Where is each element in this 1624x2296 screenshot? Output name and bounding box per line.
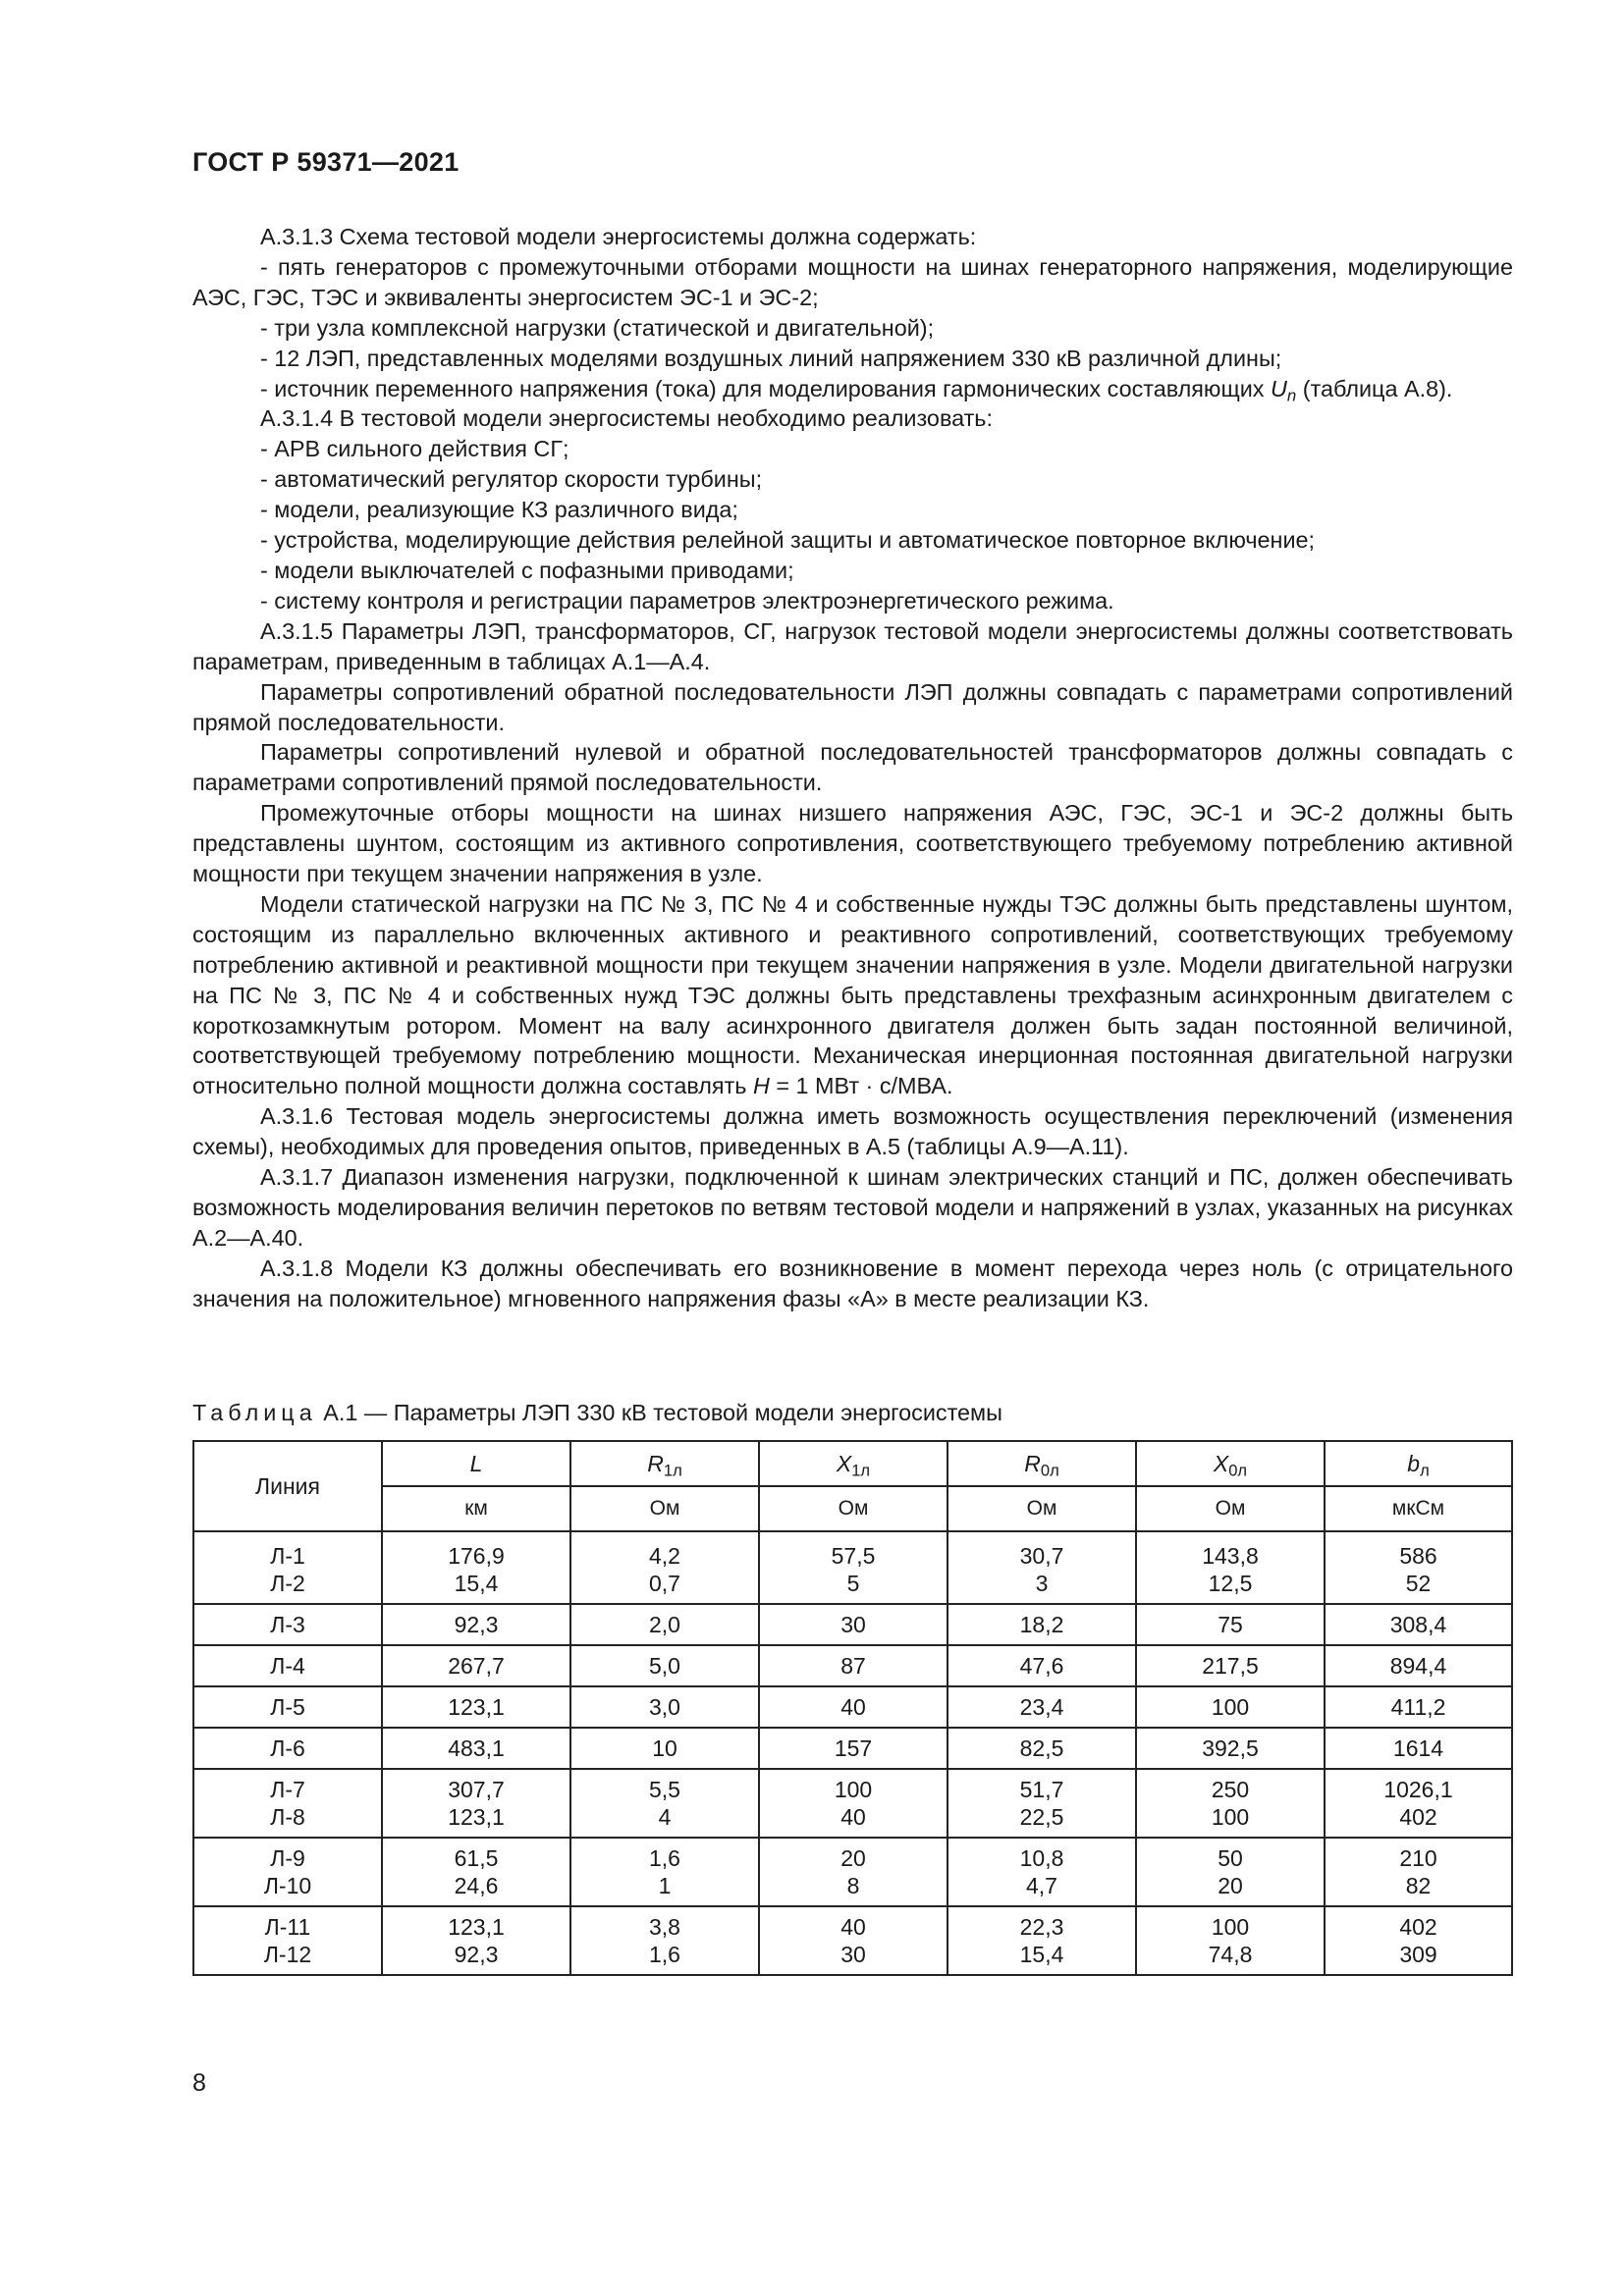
value: 100: [1211, 1804, 1250, 1830]
value: 100: [1211, 1914, 1250, 1940]
cell-value: [947, 1769, 1136, 1838]
line-parameters-table: [192, 1440, 1513, 1976]
cell-value: [1325, 1838, 1512, 1906]
value: 74,8: [1208, 1942, 1253, 1967]
cell-value: [382, 1686, 570, 1728]
value: 24,6: [454, 1873, 499, 1898]
value: 50: [1218, 1845, 1243, 1871]
value: 123,1: [448, 1804, 505, 1830]
cell-value: [1325, 1728, 1512, 1769]
table-caption-word: Таблица: [192, 1400, 317, 1425]
line-name: Л-10: [263, 1873, 312, 1898]
value: 176,9: [448, 1543, 505, 1569]
value: 40: [840, 1914, 866, 1940]
cell-value: [1325, 1645, 1512, 1686]
value: 20: [1218, 1873, 1243, 1898]
cell-line-name: [193, 1728, 382, 1769]
value: 92,3: [454, 1942, 499, 1967]
paragraph-a317: А.3.1.7 Диапазон изменения нагрузки, подключенной к шинам электрических станций и ПС, должен обеспечивать возможность моделирования величин перетоков по ветвям тестовой модели и напряжений в узлах, указанных на рисунках А.2—А.40.: [192, 1164, 1513, 1251]
list-item-text: - источник переменного напряжения (тока) для моделирования гармонических составляющих: [260, 375, 1265, 401]
cell-value: [1136, 1531, 1325, 1604]
cell-value: [382, 1645, 570, 1686]
cell-value: [1136, 1769, 1325, 1838]
paragraph-a316: А.3.1.6 Тестовая модель энергосистемы должна иметь возможность осуществления переключений (изменения схемы), необходимых для проведения опытов, приведенных в А.5 (таблицы А.9—А.11).: [192, 1103, 1513, 1160]
value: 217,5: [1202, 1653, 1259, 1679]
value: 15,4: [454, 1571, 499, 1596]
cell-value: [947, 1645, 1136, 1686]
line-name: Л-8: [270, 1804, 305, 1830]
value: 3,8: [649, 1914, 680, 1940]
cell-line-name: [193, 1645, 382, 1686]
page-number: 8: [192, 2069, 206, 2097]
value: 82: [1405, 1873, 1432, 1898]
value: 61,5: [454, 1845, 499, 1871]
value: 22,5: [1019, 1804, 1064, 1830]
cell-value: [382, 1769, 570, 1838]
value: 0,7: [649, 1571, 680, 1596]
value: 40: [840, 1694, 866, 1720]
value: 1: [658, 1873, 672, 1898]
value: 22,3: [1019, 1914, 1064, 1940]
cell-value: [570, 1686, 759, 1728]
value: 411,2: [1390, 1694, 1446, 1720]
cell-value: [382, 1728, 570, 1769]
value: 12,5: [1208, 1571, 1253, 1596]
cell-value: [947, 1531, 1136, 1604]
column-unit: Ом: [1136, 1486, 1325, 1531]
table-row: [193, 1604, 1512, 1645]
value: 23,4: [1019, 1694, 1064, 1720]
table-units-row: [193, 1486, 1512, 1531]
cell-line-name: [193, 1686, 382, 1728]
value: 5: [846, 1571, 860, 1596]
line-name: Л-9: [270, 1845, 305, 1871]
value: 20: [840, 1845, 866, 1871]
list-item: - пять генераторов с промежуточными отборами мощности на шинах генераторного напряжения, моделирующие АЭС, ГЭС, ТЭС и эквиваленты энергосистем ЭС-1 и ЭС-2;: [192, 253, 1513, 310]
value: 483,1: [448, 1735, 505, 1761]
value: 157: [834, 1735, 873, 1761]
value: 586: [1399, 1543, 1437, 1569]
value: 4,2: [649, 1543, 680, 1569]
value: 8: [846, 1873, 860, 1898]
variable-subscript: n: [1286, 386, 1297, 405]
line-name: Л-11: [264, 1914, 311, 1940]
value: 210: [1399, 1845, 1437, 1871]
value: 392,5: [1202, 1735, 1259, 1761]
value: 4,7: [1026, 1873, 1057, 1898]
table-header-row: [193, 1441, 1512, 1486]
cell-value: [1325, 1686, 1512, 1728]
table-row: [193, 1531, 1512, 1604]
cell-value: [1136, 1906, 1325, 1975]
cell-line-name: [193, 1604, 382, 1645]
list-item: - модели выключателей с пофазными приводами;: [260, 557, 794, 583]
value: 47,6: [1019, 1653, 1064, 1679]
cell-value: [1136, 1645, 1325, 1686]
cell-value: [759, 1769, 947, 1838]
paragraph-loads: [192, 889, 1513, 1101]
list-item: - три узла комплексной нагрузки (статической и двигательной);: [260, 314, 935, 341]
table-row: [193, 1906, 1512, 1975]
cell-value: [947, 1686, 1136, 1728]
cell-value: [947, 1838, 1136, 1906]
cell-line-name: [193, 1906, 382, 1975]
cell-line-name: [193, 1838, 382, 1906]
cell-value: [1136, 1728, 1325, 1769]
paragraph: Параметры сопротивлений обратной последовательности ЛЭП должны совпадать с параметрами сопротивлений прямой последовательности.: [192, 678, 1513, 735]
column-header-line: Линия: [193, 1441, 382, 1531]
paragraph-text: Модели статической нагрузки на ПС № 3, ПС № 4 и собственные нужды ТЭС должны быть представлены шунтом, состоящим из параллельно включенных активного и реактивного сопротивлений, соответствующих требуемому потреблению активной и реактивной мощности при текущем значении напряжения в узле. Модели двигательной нагрузки на ПС № 3, ПС № 4 и собственных нужд ТЭС должны быть представлены трехфазным асинхронным двигателем с короткозамкнутым ротором. Момент на валу асинхронного двигателя должен быть задан постоянной величиной, соответствующей требуемому потреблению мощности. Механическая инерционная постоянная двигательной нагрузки относительно полной мощности должна составлять: [192, 890, 1513, 1099]
cell-value: [570, 1838, 759, 1906]
value: 307,7: [448, 1777, 505, 1802]
cell-line-name: [193, 1769, 382, 1838]
paragraph: Промежуточные отборы мощности на шинах низшего напряжения АЭС, ГЭС, ЭС-1 и ЭС-2 должны быть представлены шунтом, состоящим из активного сопротивления, соответствующего требуемому потреблению активной мощности при текущем значении напряжения в узле.: [192, 800, 1513, 887]
value: 100: [1211, 1694, 1250, 1720]
value: 57,5: [831, 1543, 876, 1569]
table-row: [193, 1686, 1512, 1728]
table-row: [193, 1838, 1512, 1906]
value: 309: [1399, 1942, 1437, 1967]
value: 267,7: [448, 1653, 505, 1679]
cell-value: [759, 1906, 947, 1975]
line-name: Л-2: [270, 1571, 305, 1596]
cell-value: [570, 1645, 759, 1686]
list-item: - систему контроля и регистрации параметров электроэнергетического режима.: [260, 587, 1114, 614]
value: 10: [652, 1735, 677, 1761]
table-caption: [192, 1400, 1002, 1426]
value: 123,1: [448, 1694, 505, 1720]
paragraph-a315: А.3.1.5 Параметры ЛЭП, трансформаторов, СГ, нагрузок тестовой модели энергосистемы должны соответствовать параметрам, приведенным в таблицах А.1—А.4.: [192, 617, 1513, 674]
column-unit: мкСм: [1325, 1486, 1512, 1531]
value: 87: [840, 1653, 866, 1679]
column-unit: Ом: [570, 1486, 759, 1531]
cell-value: [570, 1604, 759, 1645]
value: 52: [1405, 1571, 1432, 1596]
line-name: Л-4: [270, 1653, 305, 1679]
line-name: Л-12: [263, 1942, 312, 1967]
list-item: - модели, реализующие КЗ различного вида;: [260, 497, 738, 523]
line-name: Л-6: [270, 1735, 305, 1761]
cell-value: [1325, 1906, 1512, 1975]
variable-h: H: [752, 1073, 770, 1099]
cell-value: [570, 1531, 759, 1604]
value: 75: [1218, 1612, 1243, 1637]
paragraph-text-end: = 1 МВт · с/МВА.: [776, 1073, 953, 1099]
cell-value: [570, 1906, 759, 1975]
value: 402: [1399, 1804, 1437, 1830]
column-header: $b_л$: [1325, 1441, 1512, 1486]
body-text: [192, 222, 1513, 1314]
table-body: [193, 1531, 1512, 1975]
value: 1614: [1392, 1735, 1444, 1761]
value: 308,4: [1389, 1612, 1447, 1637]
cell-value: [1136, 1838, 1325, 1906]
value: 894,4: [1389, 1653, 1447, 1679]
column-header: $R_{0л}$: [947, 1441, 1136, 1486]
column-header: L: [382, 1441, 570, 1486]
value: 143,8: [1202, 1543, 1259, 1569]
cell-value: [382, 1906, 570, 1975]
column-unit: Ом: [759, 1486, 947, 1531]
column-header: $X_{1л}$: [759, 1441, 947, 1486]
cell-value: [947, 1728, 1136, 1769]
value: 4: [658, 1804, 672, 1830]
value: 3: [1035, 1571, 1049, 1596]
table-row: [193, 1645, 1512, 1686]
value: 5,5: [649, 1777, 680, 1802]
list-item-harmonic-source: [192, 374, 1513, 404]
list-item-text-end: (таблица А.8).: [1302, 375, 1453, 401]
value: 402: [1399, 1914, 1437, 1940]
cell-value: [759, 1604, 947, 1645]
list-item: - автоматический регулятор скорости турбины;: [260, 466, 763, 493]
document-header: ГОСТ Р 59371—2021: [192, 147, 460, 177]
value: 18,2: [1019, 1612, 1064, 1637]
cell-value: [570, 1769, 759, 1838]
value: 15,4: [1019, 1942, 1064, 1967]
line-name: Л-1: [270, 1543, 305, 1569]
value: 92,3: [454, 1612, 499, 1637]
cell-value: [759, 1686, 947, 1728]
cell-line-name: [193, 1531, 382, 1604]
cell-value: [1136, 1604, 1325, 1645]
table-row: [193, 1769, 1512, 1838]
cell-value: [759, 1645, 947, 1686]
value: 1,6: [649, 1845, 680, 1871]
paragraph-a314: А.3.1.4 В тестовой модели энергосистемы необходимо реализовать:: [260, 405, 993, 432]
cell-value: [1325, 1769, 1512, 1838]
value: 51,7: [1019, 1777, 1064, 1802]
list-item: - АРВ сильного действия СГ;: [260, 436, 569, 462]
value: 40: [840, 1804, 866, 1830]
paragraph: Параметры сопротивлений нулевой и обратной последовательностей трансформаторов должны совпадать с параметрами сопротивлений прямой последовательности.: [192, 739, 1513, 796]
value: 30,7: [1019, 1543, 1064, 1569]
paragraph-a313: А.3.1.3 Схема тестовой модели энергосистемы должна содержать:: [260, 224, 977, 249]
list-item: - устройства, моделирующие действия релейной защиты и автоматическое повторное включение;: [260, 527, 1316, 554]
cell-value: [759, 1728, 947, 1769]
cell-value: [759, 1838, 947, 1906]
cell-value: [759, 1531, 947, 1604]
cell-value: [382, 1838, 570, 1906]
line-name: Л-7: [270, 1777, 305, 1802]
value: 2,0: [649, 1612, 680, 1637]
column-unit: Ом: [947, 1486, 1136, 1531]
value: 3,0: [649, 1694, 680, 1720]
value: 30: [840, 1942, 866, 1967]
cell-value: [1325, 1604, 1512, 1645]
cell-value: [570, 1728, 759, 1769]
column-header: $X_{0л}$: [1136, 1441, 1325, 1486]
line-name: Л-3: [270, 1612, 305, 1637]
value: 1,6: [649, 1942, 680, 1967]
cell-value: [1325, 1531, 1512, 1604]
cell-value: [947, 1906, 1136, 1975]
cell-value: [947, 1604, 1136, 1645]
paragraph-a318: А.3.1.8 Модели КЗ должны обеспечивать его возникновение в момент перехода через ноль (с отрицательного значения на положительное) мгновенного напряжения фазы «А» в месте реализации КЗ.: [192, 1255, 1513, 1311]
value: 123,1: [448, 1914, 505, 1940]
column-header: $R_{1л}$: [570, 1441, 759, 1486]
value: 30: [840, 1612, 866, 1637]
value: 1026,1: [1383, 1777, 1453, 1802]
value: 10,8: [1019, 1845, 1064, 1871]
line-name: Л-5: [270, 1694, 305, 1720]
table-row: [193, 1728, 1512, 1769]
table-caption-text: А.1 — Параметры ЛЭП 330 кВ тестовой модели энергосистемы: [323, 1400, 1002, 1425]
value: 82,5: [1019, 1735, 1064, 1761]
cell-value: [382, 1604, 570, 1645]
value: 100: [834, 1777, 873, 1802]
list-item: - 12 ЛЭП, представленных моделями воздушных линий напряжением 330 кВ различной длины;: [260, 345, 1282, 371]
value: 250: [1211, 1777, 1250, 1802]
column-unit: км: [382, 1486, 570, 1531]
value: 5,0: [649, 1653, 680, 1679]
variable-u: U: [1270, 375, 1287, 401]
cell-value: [1136, 1686, 1325, 1728]
cell-value: [382, 1531, 570, 1604]
